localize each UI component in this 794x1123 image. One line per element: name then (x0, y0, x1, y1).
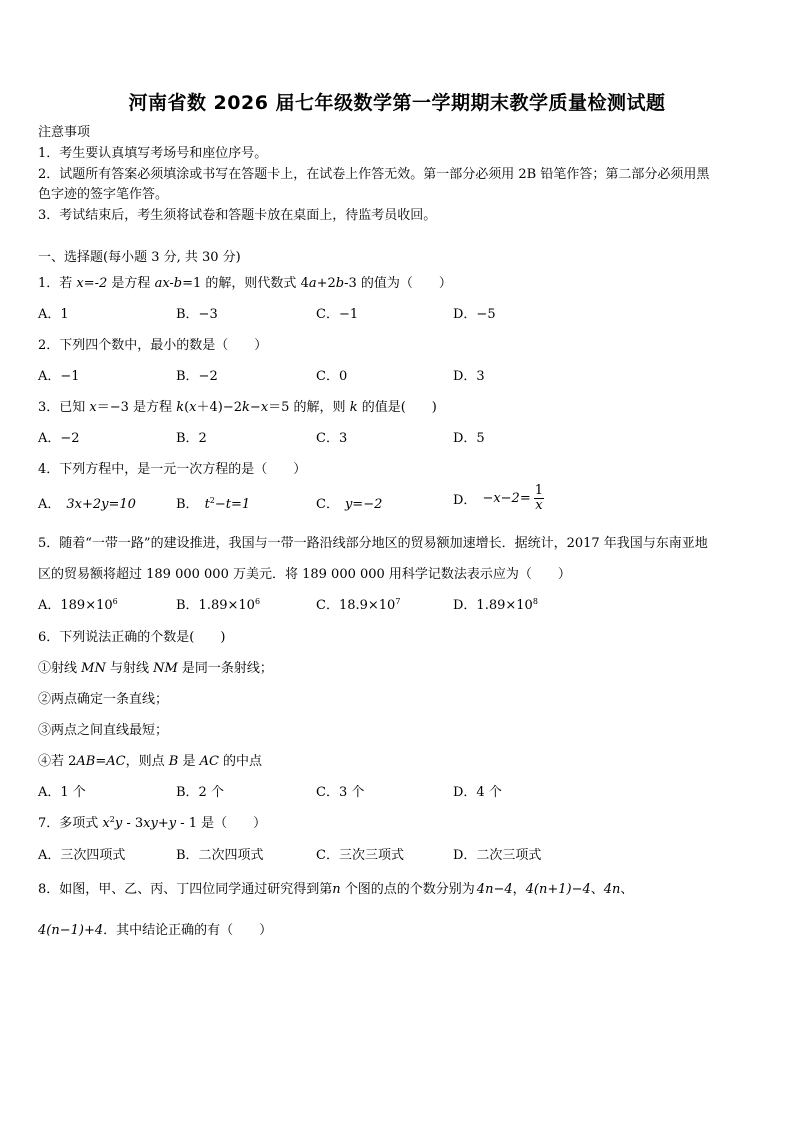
q4-option-b-exp: 2 (209, 496, 215, 505)
q3-text: ＝5 的解，则 (268, 400, 350, 415)
q8-math: n (332, 882, 341, 897)
q5-option-a-exp: 6 (112, 597, 118, 606)
q4-option-b-rest: −t=1 (214, 497, 251, 512)
q8-text: ， (512, 882, 526, 897)
q1-option-c: C．−1 (316, 307, 359, 322)
q8-expr-1: 4n−4 (476, 882, 513, 897)
q3-text: ＝−3 是方程 (96, 400, 177, 415)
q6-math: AC (106, 754, 126, 769)
q6-option-d: D．4 个 (453, 785, 502, 800)
q3-math: x (260, 400, 269, 415)
q7-text: - 3 (122, 816, 144, 831)
q3-text: − (249, 400, 261, 415)
q8-text: ．其中结论正确的有（ ） (103, 923, 273, 938)
q4-option-label: D． (453, 493, 477, 508)
q6-text: 的中点 (218, 754, 263, 769)
fraction-denominator: x (535, 498, 543, 513)
fraction-numerator: 1 (534, 483, 543, 498)
q7-math: y (114, 816, 123, 831)
q8-text: 8．如图，甲、乙、丙、丁四位同学通过研究得到第 (38, 882, 333, 897)
q6-option-c: C．3 个 (316, 785, 365, 800)
q5-option-c-exp: 7 (395, 597, 401, 606)
q5-option-d-text: D．1.89×10 (453, 598, 533, 613)
q5-option-d-exp: 8 (532, 597, 538, 606)
q4-option-a (38, 493, 136, 512)
notice-item-1: 1．考生要认真填写考场号和座位序号。 (38, 146, 268, 161)
page-title: 河南省数 2026 届七年级数学第一学期期末教学质量检测试题 (128, 92, 666, 114)
question-7-stem (38, 812, 266, 831)
q6-math: AC (199, 754, 219, 769)
q7-text: - 1 是（ ） (176, 816, 267, 831)
q7-text: 7．多项式 (38, 816, 103, 831)
q7-math: y (168, 816, 177, 831)
q6-text: 与射线 (105, 661, 154, 676)
q7-math: x (102, 816, 110, 831)
q6-text: ④若 2 (38, 754, 77, 769)
q6-statement-4 (38, 750, 262, 769)
q1-math: x=-2 (76, 276, 108, 291)
q7-option-b: B．二次四项式 (176, 848, 264, 863)
q7-exp: 2 (109, 815, 115, 824)
q3-math: x (89, 400, 97, 415)
q4-option-d (453, 484, 544, 513)
q1-option-d: D．−5 (453, 307, 496, 322)
q6-math: B (168, 754, 179, 769)
q2-option-b: B．−2 (176, 369, 218, 384)
question-8-stem-line-2 (38, 919, 272, 938)
q1-text: 是方程 (107, 276, 155, 291)
q3-option-b: B．2 (176, 431, 207, 446)
q7-option-c: C．三次三项式 (316, 848, 404, 863)
q4-option-label: C． (316, 497, 339, 512)
q3-math: k (242, 400, 250, 415)
q1-text: +2 (316, 276, 336, 291)
notice-heading: 注意事项 (38, 125, 91, 140)
notice-item-2: 2．试题所有答案必须填涂或书写在答题卡上，在试卷上作答无效。第一部分必须用 2B 铅笔作答；第二部分必须用黑 (38, 167, 710, 182)
q4-option-label: A． (38, 497, 61, 512)
q4-option-d-fraction (534, 484, 544, 513)
question-4-stem: 4．下列方程中，是一元一次方程的是（ ） (38, 462, 307, 477)
q2-option-c: C．0 (316, 369, 348, 384)
q3-option-a: A．−2 (38, 431, 80, 446)
q1-text: =1 的解，则代数式 4 (182, 276, 309, 291)
q6-statement-3: ③两点之间直线最短； (38, 723, 169, 738)
q6-text: 是同一条射线； (177, 661, 273, 676)
q6-text: ①射线 (38, 661, 82, 676)
question-3-stem (38, 396, 437, 415)
q1-math: ax-b (154, 276, 183, 291)
question-5-stem-line-2: 区的贸易额将超过 189 000 000 万美元．将 189 000 000 用科学记数法表示应为（ ） (38, 567, 571, 582)
q3-option-c: C．3 (316, 431, 348, 446)
q7-option-d: D．二次三项式 (453, 848, 542, 863)
q3-option-d: D．5 (453, 431, 485, 446)
q2-option-d: D．3 (453, 369, 485, 384)
q4-option-c (316, 493, 382, 512)
q4-option-label: B． (176, 497, 199, 512)
q7-text: + (157, 816, 169, 831)
q5-option-b (176, 594, 260, 613)
section-heading: 一、选择题(每小题 3 分, 共 30 分) (38, 250, 241, 265)
q3-text: 的值是( ) (357, 400, 437, 415)
q8-text: 、 (620, 882, 634, 897)
q1-math: b (335, 276, 345, 291)
q3-text: 3．已知 (38, 400, 90, 415)
q3-text: ＋4)−2 (196, 400, 243, 415)
q5-option-d (453, 594, 538, 613)
q4-option-b (176, 493, 250, 512)
question-5-stem-line-1: 5．随着“一带一路”的建设推进，我国与一带一路沿线部分地区的贸易额加速增长．据统计，2017 年我国与东南亚地 (38, 536, 708, 551)
q3-math: k (176, 400, 185, 415)
q5-option-c (316, 594, 400, 613)
q6-statement-1 (38, 657, 273, 676)
question-8-stem-line-1 (38, 878, 633, 897)
q3-math: x (189, 400, 197, 415)
q6-math: AB (76, 754, 96, 769)
q5-option-c-text: C．18.9×10 (316, 598, 396, 613)
q5-option-a (38, 594, 118, 613)
q3-text: ( (184, 400, 190, 415)
q6-text: = (95, 754, 107, 769)
q1-text: -3 的值为（ ） (344, 276, 452, 291)
q4-option-c-eq: y=−2 (344, 497, 383, 512)
q6-math: MN (81, 661, 106, 676)
q6-text: ，则点 (125, 754, 169, 769)
q1-text: 1．若 (38, 276, 77, 291)
q4-option-a-eq: 3x+2y=10 (66, 497, 136, 512)
q6-option-b: B．2 个 (176, 785, 224, 800)
notice-item-2-cont: 色字迹的签字笔作答。 (38, 187, 169, 202)
q1-option-b: B．−3 (176, 307, 218, 322)
q4-option-d-lhs: −x−2= (482, 491, 531, 506)
q6-math: NM (153, 661, 178, 676)
q8-text: 、 (590, 882, 604, 897)
q3-math: k (349, 400, 358, 415)
q5-option-b-text: B．1.89×10 (176, 598, 255, 613)
q4-option-b-base: t (204, 497, 210, 512)
q8-expr-3: 4n (603, 882, 621, 897)
q1-option-a: A．1 (38, 307, 69, 322)
q6-text: 是 (178, 754, 200, 769)
question-2-stem: 2．下列四个数中，最小的数是（ ） (38, 338, 268, 353)
q6-option-a: A．1 个 (38, 785, 86, 800)
q7-option-a: A．三次四项式 (38, 848, 126, 863)
q1-math: a (308, 276, 317, 291)
notice-item-3: 3．考试结束后，考生须将试卷和答题卡放在桌面上，待监考员收回。 (38, 208, 437, 223)
q8-text: 个图的点的个数分别为 (340, 882, 475, 897)
q6-statement-2: ②两点确定一条直线； (38, 692, 169, 707)
question-6-stem: 6．下列说法正确的个数是( ) (38, 630, 226, 645)
q5-option-b-exp: 6 (254, 597, 261, 606)
q7-math: xy (143, 816, 158, 831)
q8-expr-4: 4(n−1)+4 (38, 923, 104, 938)
q5-option-a-text: A．189×10 (38, 598, 113, 613)
q8-expr-2: 4(n+1)−4 (525, 882, 591, 897)
question-1-stem (38, 272, 452, 291)
q2-option-a: A．−1 (38, 369, 80, 384)
